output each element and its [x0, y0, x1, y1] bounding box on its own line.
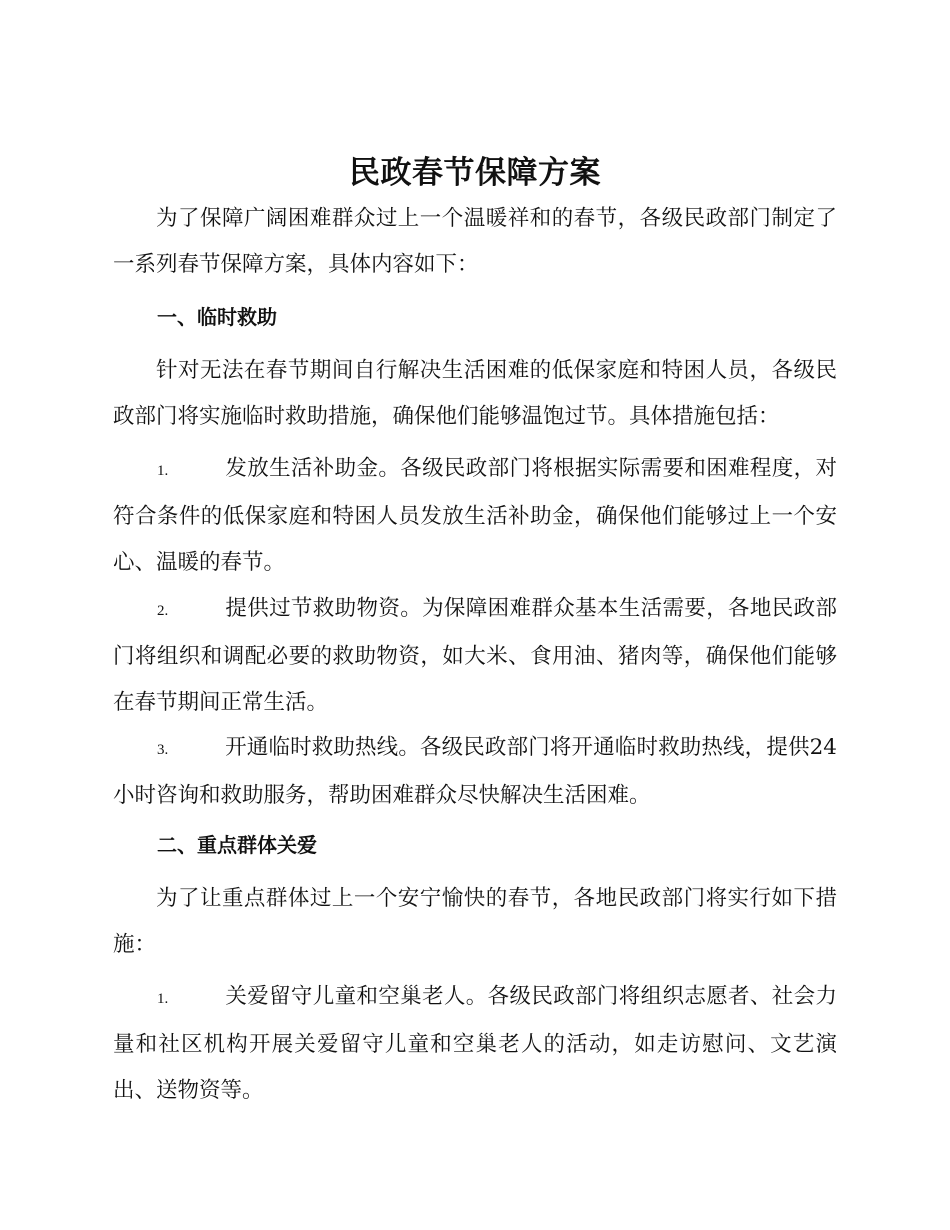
list-number: 3. [157, 742, 169, 758]
list-item-text: 开通临时救助热线。各级民政部门将开通临时救助热线，提供24小时咨询和救助服务，帮助困难群众尽快解决生活困难。 [113, 735, 837, 808]
section-heading-key-groups: 二、重点群体关爱 [157, 833, 317, 857]
section-intro-key-groups: 为了让重点群体过上一个安宁愉快的春节，各地民政部门将实行如下措施： [113, 886, 837, 957]
list-item [113, 586, 837, 726]
list-item [113, 725, 837, 819]
section-heading-temporary-aid: 一、临时救助 [157, 305, 277, 329]
document-title: 民政春节保障方案 [349, 155, 601, 191]
list-number: 2. [157, 603, 169, 619]
list-item-text: 发放生活补助金。各级民政部门将根据实际需要和困难程度，对符合条件的低保家庭和特困人员发放生活补助金，确保他们能够过上一个安心、温暖的春节。 [113, 456, 837, 575]
list-item [113, 446, 837, 586]
list-number: 1. [157, 991, 169, 1007]
list-item-text: 关爱留守儿童和空巢老人。各级民政部门将组织志愿者、社会力量和社区机构开展关爱留守儿童和空巢老人的活动，如走访慰问、文艺演出、送物资等。 [113, 984, 837, 1103]
section-intro-temporary-aid: 针对无法在春节期间自行解决生活困难的低保家庭和特困人员，各级民政部门将实施临时救助措施，确保他们能够温饱过节。具体措施包括： [113, 358, 837, 429]
list-item [113, 974, 837, 1114]
intro-paragraph: 为了保障广阔困难群众过上一个温暖祥和的春节，各级民政部门制定了一系列春节保障方案，具体内容如下： [113, 206, 837, 277]
list-number: 1. [157, 463, 169, 479]
list-item-text: 提供过节救助物资。为保障困难群众基本生活需要，各地民政部门将组织和调配必要的救助物资，如大米、食用油、猪肉等，确保他们能够在春节期间正常生活。 [113, 596, 837, 715]
